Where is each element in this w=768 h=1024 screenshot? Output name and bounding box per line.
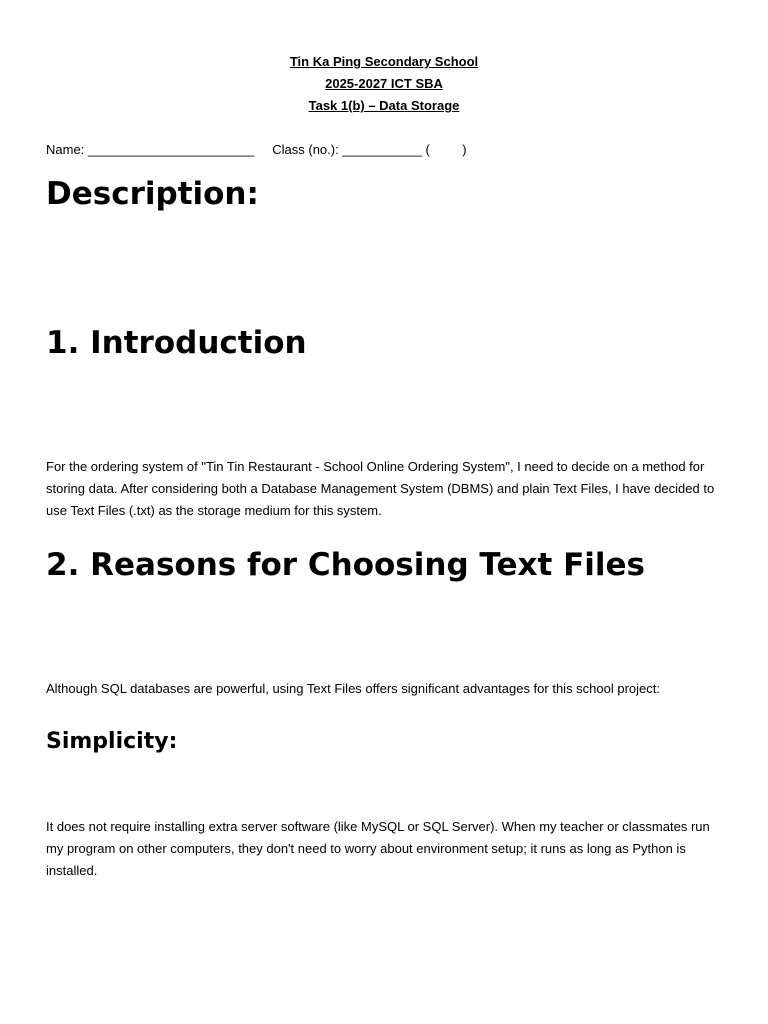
- student-info-line: Name: _______________________ Class (no.): ___________ ( ): [46, 142, 467, 157]
- simplicity-heading: Simplicity:: [46, 729, 178, 754]
- description-heading: Description:: [46, 176, 259, 212]
- introduction-heading: 1. Introduction: [46, 325, 307, 361]
- course-title: 2025-2027 ICT SBA: [325, 76, 443, 91]
- simplicity-paragraph: It does not require installing extra server software (like MySQL or SQL Server). When my teacher or classmates run my program on other computers, they don't need to worry about environment setup; it runs as long as Python is installed.: [46, 819, 710, 878]
- reasons-paragraph: Although SQL databases are powerful, using Text Files offers significant advantages for this school project:: [46, 681, 660, 696]
- introduction-paragraph: For the ordering system of "Tin Tin Restaurant - School Online Ordering System", I need to decide on a method for storing data. After considering both a Database Management System (DBMS) and plain Text Files, I have decided to use Text Files (.txt) as the storage medium for this system.: [46, 459, 715, 518]
- task-title: Task 1(b) – Data Storage: [308, 98, 460, 113]
- school-name: Tin Ka Ping Secondary School: [289, 54, 479, 69]
- reasons-heading: 2. Reasons for Choosing Text Files: [46, 547, 645, 583]
